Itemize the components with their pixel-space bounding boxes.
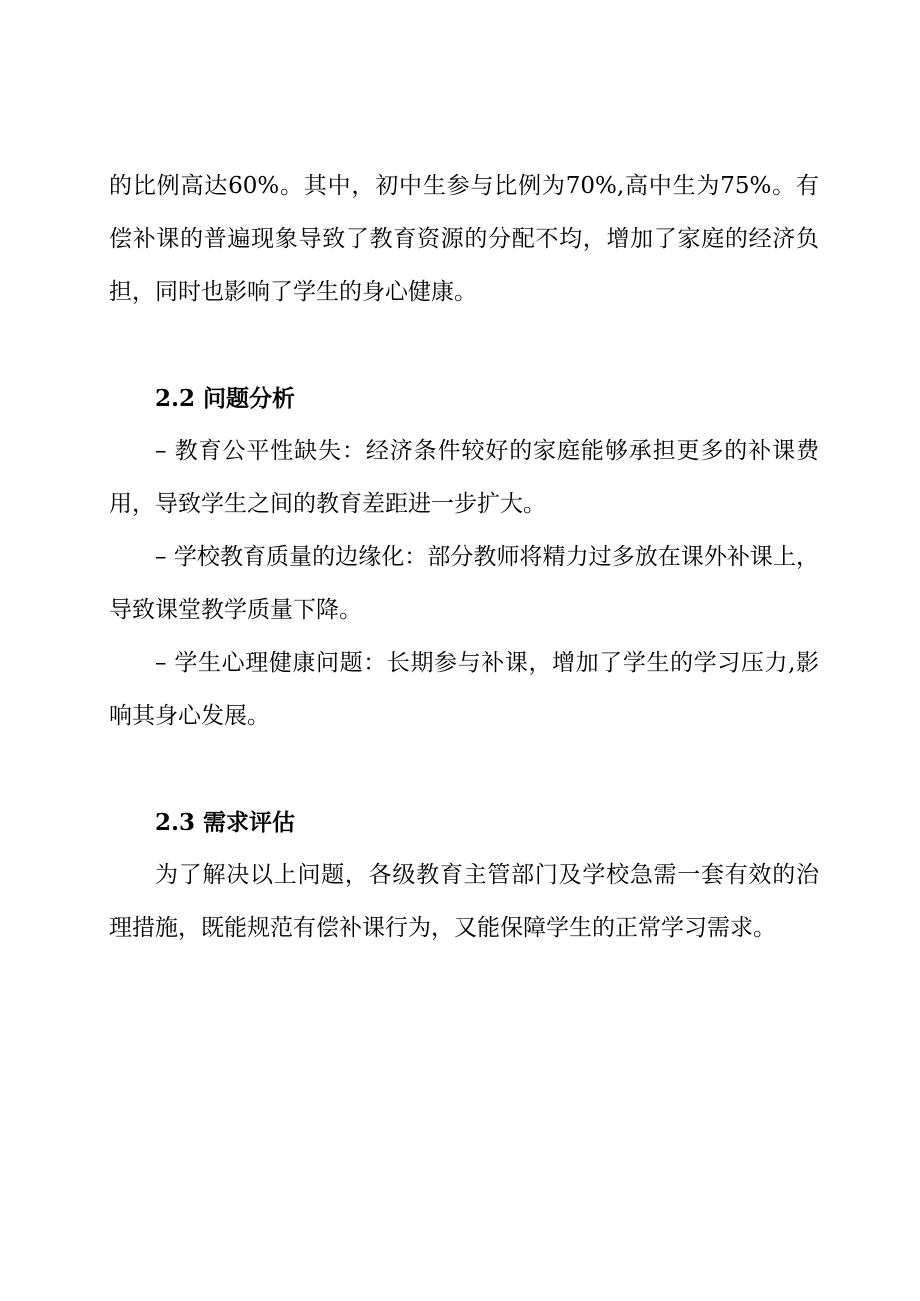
needs-assessment-paragraph: 为了解决以上问题，各级教育主管部门及学校急需一套有效的治理措施，既能规范有偿补课行为，又能保障学生的正常学习需求。 [109, 862, 819, 941]
intro-paragraph: 的比例高达60%。其中，初中生参与比例为70%,高中生为75%。有偿补课的普遍现象导致了教育资源的分配不均，增加了家庭的经济负担，同时也影响了学生的身心健康。 [109, 173, 819, 305]
analysis-item-school-quality: – 学校教育质量的边缘化：部分教师将精力过多放在课外补课上，导致课堂教学质量下降。 [109, 544, 819, 623]
section-2-2-heading: 2.2 问题分析 [155, 385, 296, 412]
document-body [109, 160, 819, 955]
spacer [109, 319, 819, 372]
section-2-3-heading: 2.3 需求评估 [155, 809, 296, 836]
spacer [109, 743, 819, 796]
analysis-item-mental-health: – 学生心理健康问题：长期参与补课，增加了学生的学习压力,影响其身心发展。 [109, 650, 819, 729]
analysis-item-education-equity: – 教育公平性缺失：经济条件较好的家庭能够承担更多的补课费用，导致学生之间的教育差距进一步扩大。 [109, 438, 819, 517]
